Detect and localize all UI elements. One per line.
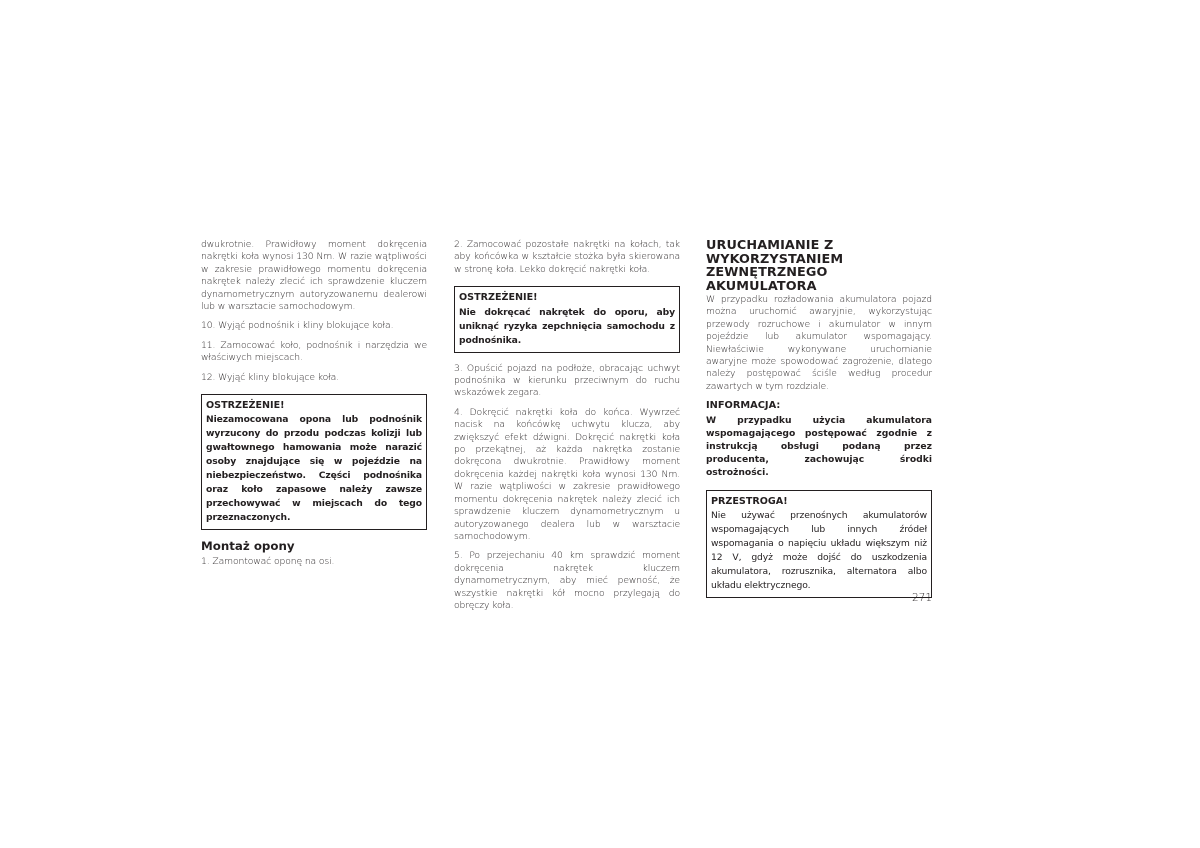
warning-title: OSTRZEŻENIE! (206, 400, 285, 412)
info-title: INFORMACJA: (706, 400, 781, 412)
step-11: 11. Zamocować koło, podnośnik i narzędzia we właściwych miejscach. (201, 339, 427, 364)
caution-body: Nie używać przenośnych akumulatorów wspomagających lub innych źródeł wspomagania o napięciu układu większym niż 12 V, gdyż może dojść do uszkodzenia akumulatora, rozrusznika, alternatora albo układu elektrycznego. (711, 510, 927, 592)
info-body: W przypadku użycia akumulatora wspomagającego postępować zgodnie z instrukcją obsługi podaną przez producenta, zachowując środki ostrożności. (706, 414, 932, 479)
step-10: 10. Wyjąć podnośnik i kliny blokujące koła. (201, 320, 394, 332)
warning-body: Nie dokręcać nakrętek do oporu, aby uniknąć ryzyka zepchnięcia samochodu z podnośnika. (459, 306, 675, 346)
caution-title: PRZESTROGA! (711, 495, 788, 507)
paragraph-continuation: dwukrotnie. Prawidłowy moment dokręcenia nakrętki koła wynosi 130 Nm. W razie wątpliwości w zakresie prawidłowego momentu dokręcenia nakrętek należy zlecić ich sprawdzenie kluczem dynamometrycznym autoryzowanemu dealerowi lub w warsztacie samochodowym. (201, 239, 427, 313)
step-12: 12. Wyjąć kliny blokujące koła. (201, 371, 340, 383)
warning-box-nuts (454, 286, 680, 352)
section-heading-jump-start: URUCHAMIANIE Z WYKORZYSTANIEM ZEWNĘTRZNEGO AKUMULATORA (706, 238, 844, 294)
page-number: 271 (912, 592, 933, 604)
column-middle (454, 239, 680, 612)
intro-paragraph: W przypadku rozładowania akumulatora pojazd można uruchomić awaryjnie, wykorzystując przewody rozruchowe i akumulator w innym pojeździe lub akumulator wspomagający. Niewłaściwie wykonywane uruchomianie awaryjne może spowodować zagrożenie, dlatego należy postępować ściśle według procedur zawartych w tym rozdziale. (706, 294, 932, 392)
caution-box (706, 490, 932, 598)
warning-body: Niezamocowana opona lub podnośnik wyrzucony do przodu podczas kolizji lub gwałtownego hamowania może narazić osoby znajdujące się w pojeździe na niebezpieczeństwo. Części podnośnika oraz koło zapasowe należy zawsze przechowywać w miejscach do tego przeznaczonych. (206, 414, 422, 524)
warning-title: OSTRZEŻENIE! (459, 292, 538, 304)
step-5: 5. Po przejechaniu 40 km sprawdzić moment dokręcenia nakrętek kluczem dynamometrycznym, aby mieć pewność, że wszystkie nakrętki kół mocno przylegają do obręczy koła. (454, 550, 680, 611)
step-3: 3. Opuścić pojazd na podłoże, obracając uchwyt podnośnika w kierunku przeciwnym do ruchu wskazówek zegara. (454, 362, 680, 399)
column-left (201, 239, 427, 576)
warning-box-jack (201, 394, 427, 530)
mount-step-1: 1. Zamontować oponę na osi. (201, 556, 335, 568)
section-heading-tire-mounting: Montaż opony (201, 539, 295, 554)
step-2: 2. Zamocować pozostałe nakrętki na kołach, tak aby końcówka w kształcie stożka była skierowana w stronę koła. Lekko dokręcić nakrętki koła. (454, 239, 680, 275)
step-4: 4. Dokręcić nakrętki koła do końca. Wywrzeć nacisk na końcówkę uchwytu klucza, aby zwiększyć efekt dźwigni. Dokręcić nakrętki koła po przekątnej, aż każda nakrętka zostanie dokręcona dwukrotnie. Prawidłowy moment dokręcenia każdej nakrętki koła wynosi 130 Nm. W razie wątpliwości w zakresie prawidłowego momentu dokręcenia nakrętek należy zlecić ich sprawdzenie kluczem dynamometrycznym u autoryzowanego dealera lub w warsztacie samochodowym. (454, 406, 680, 542)
column-right (706, 239, 932, 608)
